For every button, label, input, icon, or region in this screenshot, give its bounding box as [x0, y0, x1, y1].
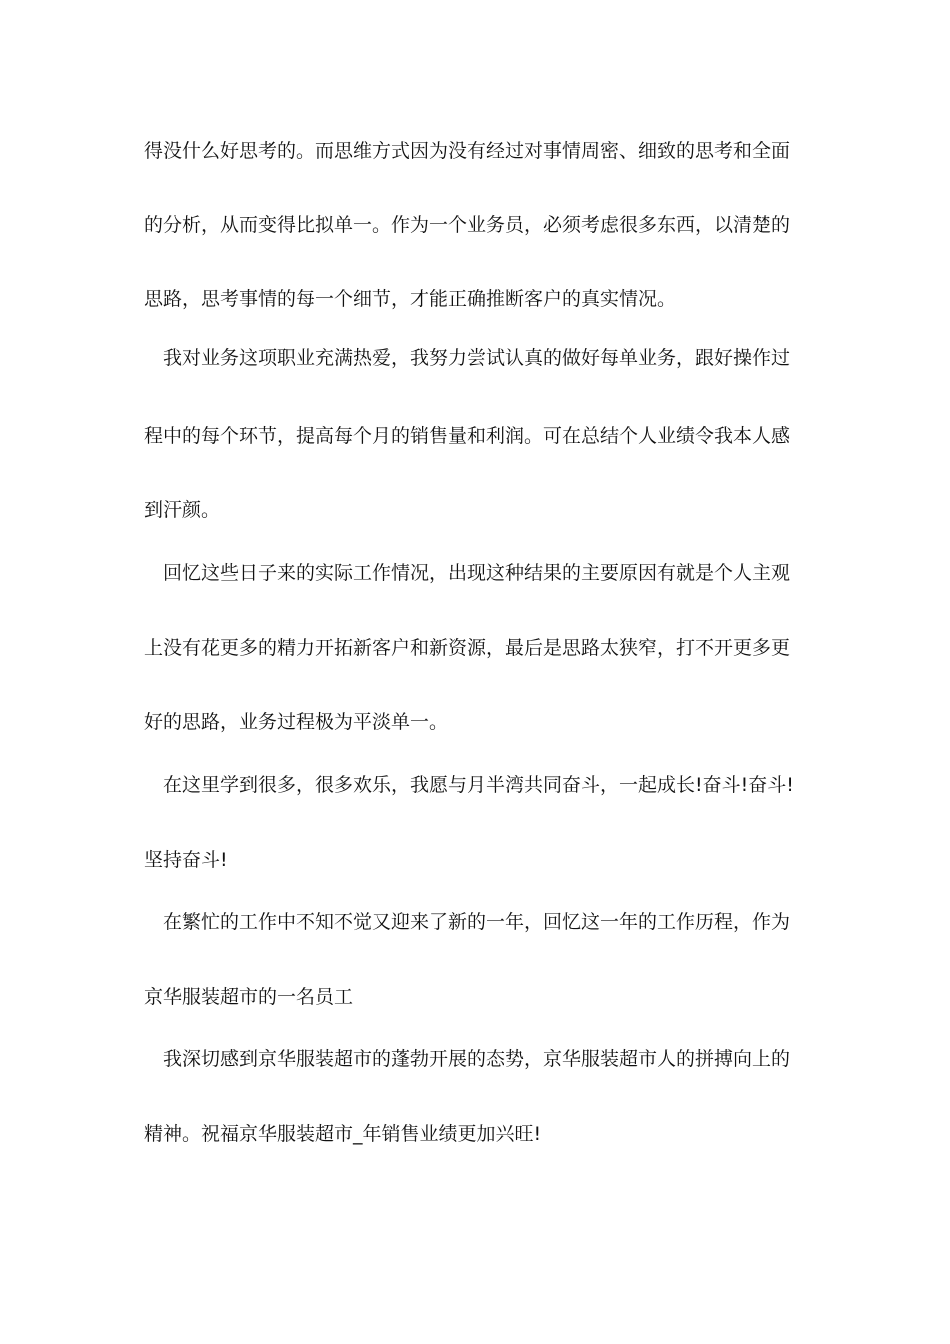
text-line: 京华服装超市的一名员工 — [144, 986, 354, 1008]
text-line: 我对业务这项职业充满热爱，我努力尝试认真的做好每单业务，跟好操作过 — [163, 347, 791, 369]
text-line: 精神。祝福京华服装超市_年销售业绩更加兴旺! — [144, 1123, 542, 1145]
text-line: 思路，思考事情的每一个细节，才能正确推断客户的真实情况。 — [144, 288, 677, 310]
text-line: 在这里学到很多，很多欢乐，我愿与月半湾共同奋斗，一起成长!奋斗!奋斗! — [163, 774, 794, 796]
text-line: 好的思路，业务过程极为平淡单一。 — [144, 711, 449, 733]
text-line: 上没有花更多的精力开拓新客户和新资源，最后是思路太狭窄，打不开更多更 — [144, 637, 791, 659]
text-line: 程中的每个环节，提高每个月的销售量和利润。可在总结个人业绩令我本人感 — [144, 425, 791, 447]
text-line: 坚持奋斗! — [144, 849, 228, 871]
text-line: 回忆这些日子来的实际工作情况，出现这种结果的主要原因有就是个人主观 — [163, 562, 791, 584]
text-line: 在繁忙的工作中不知不觉又迎来了新的一年，回忆这一年的工作历程，作为 — [163, 911, 791, 933]
text-line: 到汗颜。 — [144, 499, 221, 521]
text-line: 我深切感到京华服装超市的蓬勃开展的态势，京华服装超市人的拼搏向上的 — [163, 1048, 791, 1070]
text-line: 的分析，从而变得比拟单一。作为一个业务员，必须考虑很多东西，以清楚的 — [144, 214, 791, 236]
text-line: 得没什么好思考的。而思维方式因为没有经过对事情周密、细致的思考和全面 — [144, 140, 791, 162]
